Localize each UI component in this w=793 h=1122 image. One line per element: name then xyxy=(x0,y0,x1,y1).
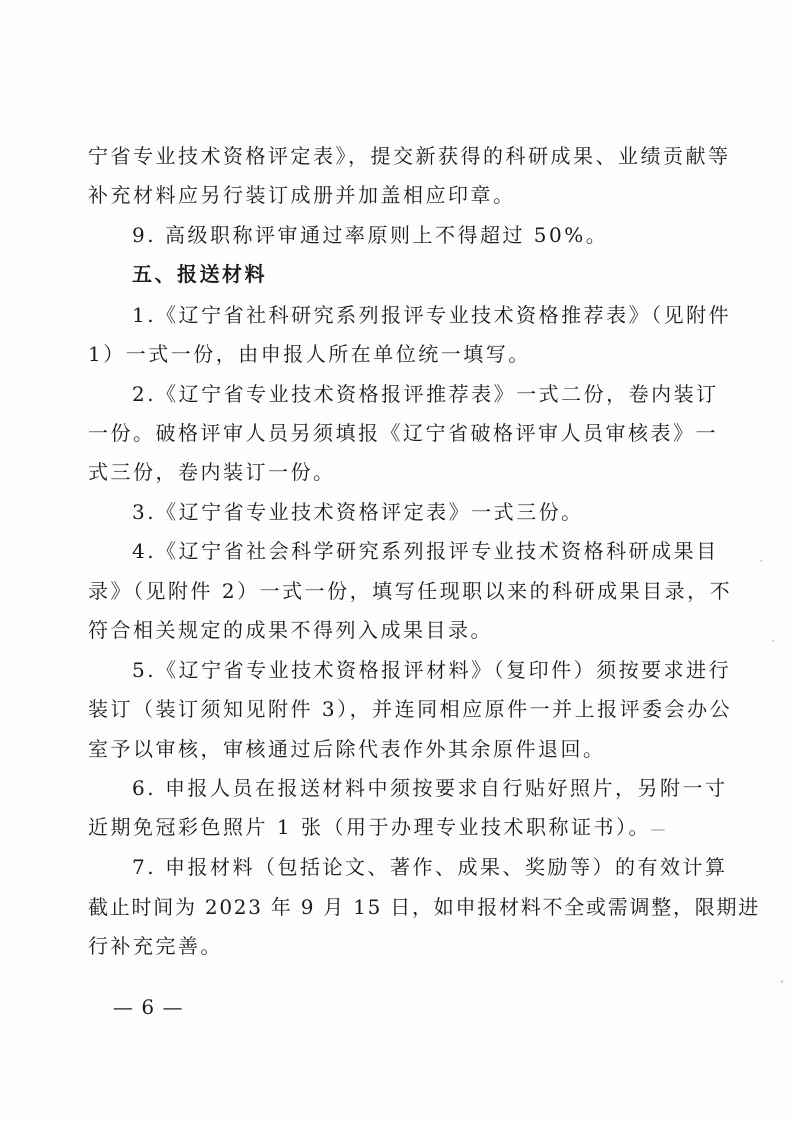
text-line-7: 2.《辽宁省专业技术资格报评推荐表》一式二份，卷内装订 xyxy=(132,382,719,406)
text-line-17: 6. 申报人员在报送材料中须按要求自行贴好照片，另附一寸 xyxy=(132,776,728,800)
text-line-21: 行补充完善。 xyxy=(88,934,223,958)
text-line-3: 9. 高级职称评审通过率原则上不得超过 50%。 xyxy=(132,223,609,247)
text-line-11: 4.《辽宁省社会科学研究系列报评专业技术资格科研成果目 xyxy=(132,539,719,563)
page-number: — 6 — xyxy=(113,995,184,1019)
text-line-10: 3.《辽宁省专业技术资格评定表》一式三份。 xyxy=(132,500,584,524)
text-line-19: 7. 申报材料（包括论文、著作、成果、奖励等）的有效计算 xyxy=(132,855,728,879)
text-line-18: 近期免冠彩色照片 1 张（用于办理专业技术职称证书）。 xyxy=(88,815,651,839)
scan-speck xyxy=(772,640,774,642)
scan-speck xyxy=(651,829,665,831)
text-line-16: 室予以审核，审核通过后除代表作外其余原件退回。 xyxy=(88,737,606,761)
text-line-20: 截止时间为 2023 年 9 月 15 日，如申报材料不全或需调整，限期进 xyxy=(88,895,760,919)
text-line-14: 5.《辽宁省专业技术资格报评材料》（复印件）须按要求进行 xyxy=(132,658,732,682)
text-line-12: 录》（见附件 2）一式一份，填写任现职以来的科研成果目录，不 xyxy=(88,579,733,603)
text-line-1: 宁省专业技术资格评定表》，提交新获得的科研成果、业绩贡献等 xyxy=(88,144,731,168)
text-line-8: 一份。破格评审人员另须填报《辽宁省破格评审人员审核表》一 xyxy=(88,421,718,445)
section-heading: 五、报送材料 xyxy=(132,262,267,286)
text-line-15: 装订（装订须知见附件 3），并连同相应原件一并上报评委会办公 xyxy=(88,697,733,721)
text-line-13: 符合相关规定的成果不得列入成果目录。 xyxy=(88,618,493,642)
scan-speck xyxy=(781,980,783,983)
text-line-9: 式三份，卷内装订一份。 xyxy=(88,460,336,484)
text-line-6: 1）一式一份，由申报人所在单位统一填写。 xyxy=(88,342,531,366)
scan-speck xyxy=(760,560,762,562)
text-line-2: 补充材料应另行装订成册并加盖相应印章。 xyxy=(88,183,516,207)
text-line-5: 1.《辽宁省社科研究系列报评专业技术资格推荐表》（见附件 xyxy=(132,303,732,327)
